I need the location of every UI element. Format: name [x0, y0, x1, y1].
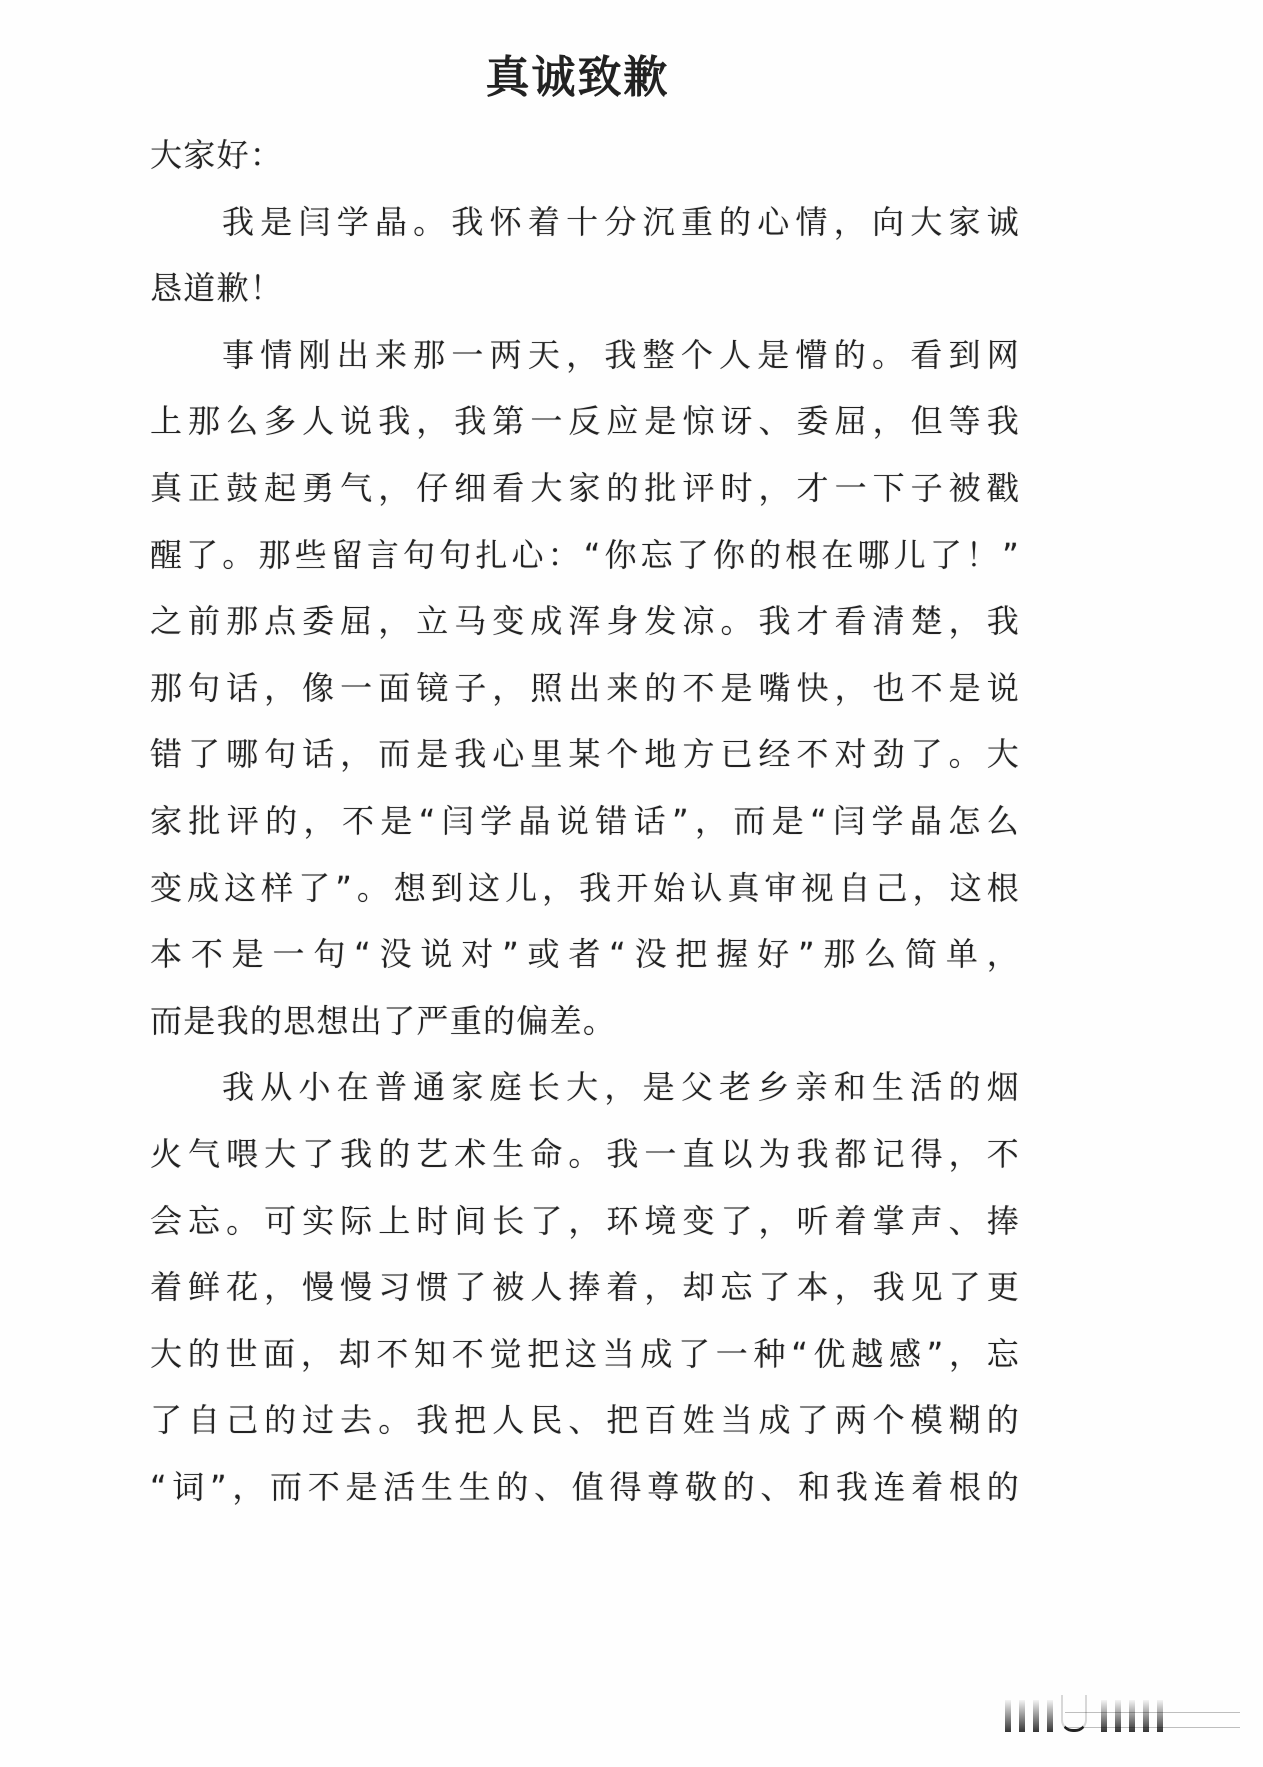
watermark-bar	[1033, 1700, 1039, 1732]
text-line: 醒了。那些留言句句扎心：“你忘了你的根在哪儿了！”	[150, 535, 1020, 574]
document-body	[150, 130, 1020, 1528]
text-line: 我是闫学晶。我怀着十分沉重的心情，向大家诚	[222, 202, 1020, 241]
text-line: 而是我的思想出了严重的偏差。	[150, 1001, 617, 1040]
text-line: 变成这样了”。想到这儿，我开始认真审视自己，这根	[150, 868, 1020, 907]
text-line: 我从小在普通家庭长大，是父老乡亲和生活的烟	[222, 1068, 1020, 1107]
text-line: “词”，而不是活生生的、值得尊敬的、和我连着根的	[150, 1467, 1020, 1506]
watermark-bar	[1019, 1700, 1025, 1732]
text-line: 了自己的过去。我把人民、把百姓当成了两个模糊的	[150, 1401, 1020, 1440]
document-title: 真诚致歉	[485, 52, 670, 103]
text-line: 本不是一句“没说对”或者“没把握好”那么简单，	[150, 935, 1020, 974]
text-line: 事情刚出来那一两天，我整个人是懵的。看到网	[222, 335, 1020, 374]
watermark-bar	[1047, 1700, 1053, 1732]
text-line: 错了哪句话，而是我心里某个地方已经不对劲了。大	[150, 735, 1020, 774]
text-line: 家批评的，不是“闫学晶说错话”，而是“闫学晶怎么	[150, 801, 1020, 840]
text-line: 着鲜花，慢慢习惯了被人捧着，却忘了本，我见了更	[150, 1268, 1020, 1307]
text-line: 大家好：	[150, 136, 284, 174]
watermark-lines	[1065, 1712, 1240, 1728]
text-line: 之前那点委屈，立马变成浑身发凉。我才看清楚，我	[150, 602, 1020, 641]
text-line: 火气喂大了我的艺术生命。我一直以为我都记得，不	[150, 1134, 1020, 1173]
text-line: 那句话，像一面镜子，照出来的不是嘴快，也不是说	[150, 668, 1020, 707]
text-line: 真正鼓起勇气，仔细看大家的批评时，才一下子被戳	[150, 468, 1020, 507]
watermark-strip-icon	[1005, 1700, 1245, 1732]
text-line: 恳道歉！	[150, 269, 284, 308]
text-line: 大的世面，却不知不觉把这当成了一种“优越感”，忘	[150, 1334, 1020, 1373]
text-line: 会忘。可实际上时间长了，环境变了，听着掌声、捧	[150, 1201, 1020, 1240]
text-line: 上那么多人说我，我第一反应是惊讶、委屈，但等我	[150, 402, 1020, 441]
watermark-bar	[1005, 1700, 1011, 1732]
